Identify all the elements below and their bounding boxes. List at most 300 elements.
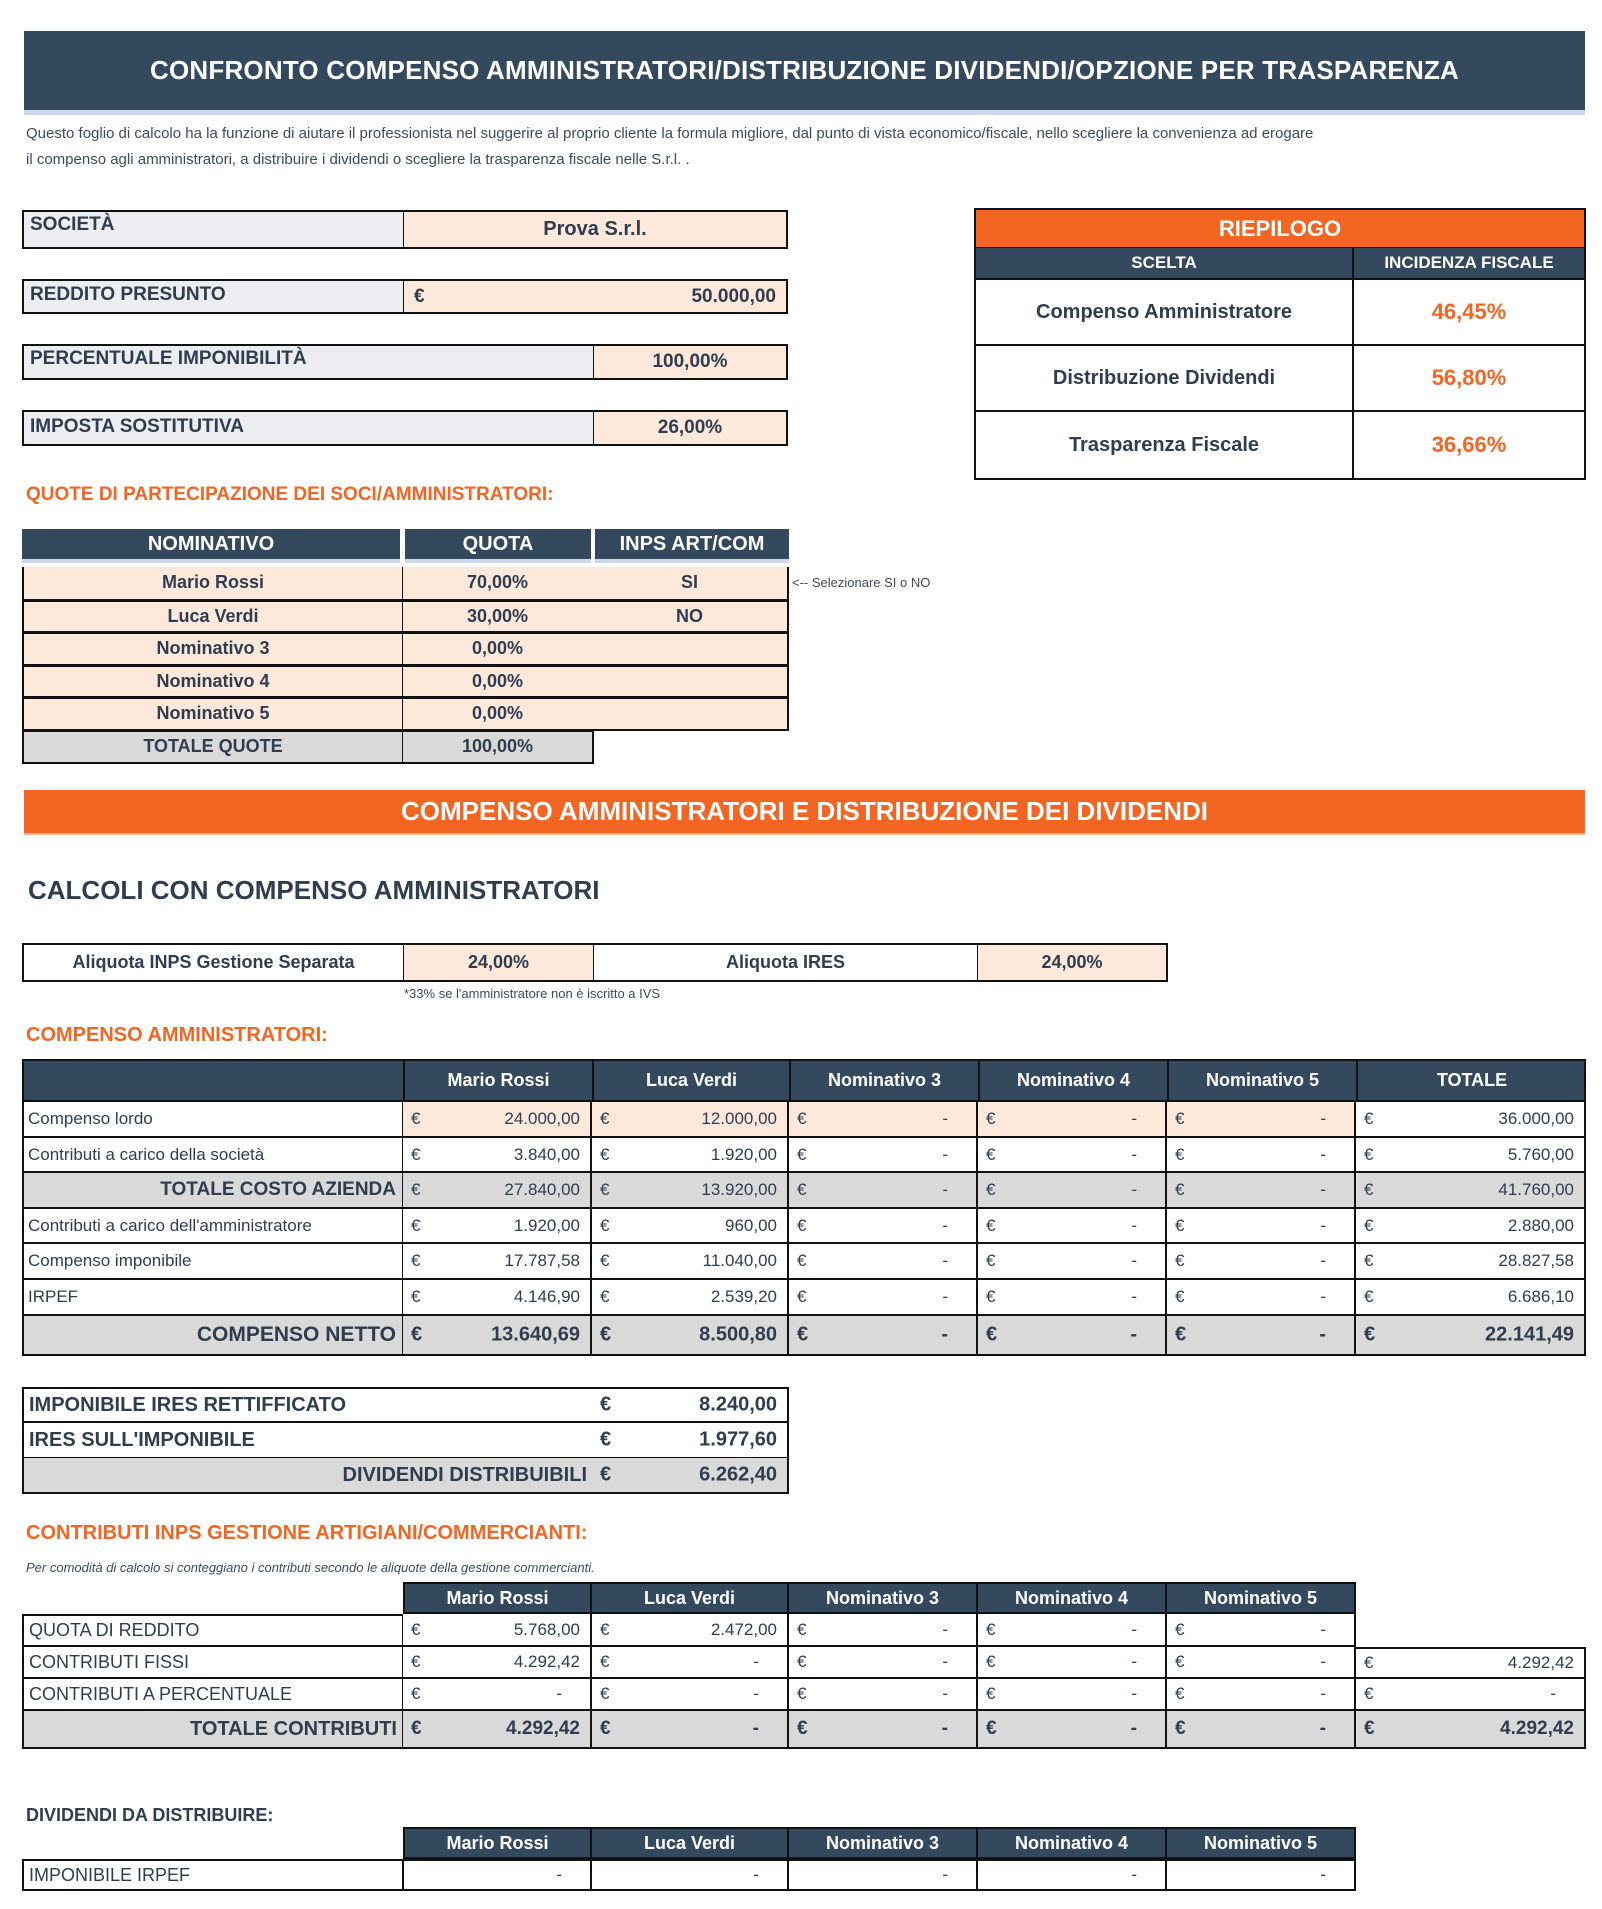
euro-symbol: € (797, 1619, 807, 1639)
quote-row-inps-select[interactable] (592, 697, 789, 731)
contributi-column-header: Nominativo 5 (1167, 1582, 1356, 1614)
compenso-value: - (942, 1287, 948, 1306)
compenso-cell (1167, 1209, 1356, 1244)
contributi-column-header: Luca Verdi (592, 1582, 789, 1614)
reddito-currency: € (414, 286, 425, 307)
contributi-cell (1167, 1647, 1356, 1679)
contributi-value: - (753, 1652, 759, 1671)
contributi-row-label: CONTRIBUTI A PERCENTUALE (22, 1679, 404, 1711)
euro-symbol: € (1175, 1323, 1187, 1346)
riepilogo-title: RIEPILOGO (1218, 215, 1342, 241)
riepilogo-value: 46,45% (1431, 299, 1507, 324)
euro-symbol: € (411, 1718, 422, 1739)
euro-symbol: € (600, 1718, 611, 1739)
quote-row-inps-select[interactable]: NO (592, 600, 789, 634)
ires-row-value-cell (592, 1423, 789, 1459)
euro-symbol: € (600, 1323, 612, 1346)
riepilogo-row-dividendi (976, 346, 1584, 412)
euro-symbol: € (986, 1323, 998, 1346)
section-banner (24, 790, 1585, 835)
compenso-cell (403, 1173, 592, 1209)
euro-symbol: € (1175, 1215, 1185, 1235)
euro-symbol: € (797, 1287, 807, 1306)
euro-symbol: € (600, 1215, 610, 1235)
riepilogo-label: Trasparenza Fiscale (976, 412, 1354, 478)
compenso-value: 960,00 (725, 1215, 777, 1235)
compenso-value: - (1320, 1180, 1326, 1199)
compenso-cell (978, 1244, 1167, 1280)
contributi-value: 4.292,42 (513, 1652, 580, 1671)
euro-symbol: € (600, 1393, 612, 1416)
quote-row-inps-select[interactable] (592, 665, 789, 699)
euro-symbol: € (797, 1251, 807, 1270)
euro-symbol: € (797, 1144, 807, 1164)
ires-value: 1.977,60 (699, 1428, 777, 1451)
imposta-input[interactable] (593, 410, 788, 446)
compenso-value: 36.000,00 (1498, 1109, 1574, 1128)
compenso-value: 27.840,00 (504, 1180, 580, 1199)
dividendi-column-header: Nominativo 4 (978, 1827, 1167, 1859)
quote-header-quota (405, 529, 591, 563)
riepilogo-label: Distribuzione Dividendi (976, 346, 1354, 410)
euro-symbol: € (411, 1144, 421, 1164)
ires-row-value-cell (592, 1458, 789, 1494)
euro-symbol: € (411, 1109, 421, 1128)
contributi-cell (592, 1711, 789, 1749)
compenso-column-header: Nominativo 4 (978, 1059, 1167, 1102)
calcoli-subtitle: CALCOLI CON COMPENSO AMMINISTRATORI (28, 875, 600, 905)
dividendi-cell (789, 1859, 978, 1891)
contributi-value: - (1130, 1718, 1137, 1739)
compenso-value: 13.640,69 (491, 1323, 580, 1346)
compenso-cell (403, 1280, 592, 1316)
description-line-2: il compenso agli amministratori, a distribuire i dividendi o scegliere la trasparenza fiscale nelle S.r.l. . (26, 151, 690, 168)
aliquota-inps-input[interactable] (404, 945, 594, 980)
euro-symbol: € (797, 1109, 807, 1128)
contributi-cell (978, 1679, 1167, 1711)
compenso-cell (789, 1280, 978, 1316)
reddito-value: 50.000,00 (691, 286, 776, 307)
reddito-input[interactable] (403, 279, 788, 314)
quote-row-quota[interactable]: 0,00% (403, 665, 594, 699)
riepilogo-row-trasparenza (976, 412, 1584, 478)
compenso-cell[interactable] (789, 1102, 978, 1138)
compenso-cell (1167, 1138, 1356, 1173)
contributi-cell (1167, 1614, 1356, 1647)
description-line-1: Questo foglio di calcolo ha la funzione di aiutare il professionista nel suggerire al proprio cliente la formula migliore, dal punto di vista economico/fiscale, nello scegliere la convenienza ad erogare (26, 125, 1314, 142)
dividendi-cell (592, 1859, 789, 1891)
euro-symbol: € (600, 1287, 610, 1306)
contributi-total-cell (1356, 1679, 1586, 1711)
contributi-row-label: CONTRIBUTI FISSI (22, 1647, 404, 1679)
aliquota-ires-input[interactable] (978, 945, 1166, 980)
contributi-value: - (752, 1718, 759, 1739)
compenso-cell (978, 1173, 1167, 1209)
riepilogo-row-compenso (976, 280, 1584, 346)
compenso-cell (592, 1138, 789, 1173)
quote-row-quota[interactable]: 0,00% (403, 697, 594, 731)
compenso-value: 17.787,58 (504, 1251, 580, 1270)
euro-symbol: € (1175, 1109, 1185, 1128)
euro-symbol: € (986, 1652, 996, 1671)
contributi-value: - (1320, 1652, 1326, 1671)
quote-row-quota[interactable]: 30,00% (403, 600, 594, 634)
ires-row-label: IMPONIBILE IRES RETTIFFICATO (22, 1387, 594, 1423)
aliquote-row (22, 943, 1168, 982)
euro-symbol: € (1175, 1718, 1186, 1739)
compenso-cell (592, 1209, 789, 1244)
compenso-cell (978, 1138, 1167, 1173)
euro-symbol: € (986, 1619, 996, 1639)
euro-symbol: € (1175, 1144, 1185, 1164)
compenso-value: - (1320, 1109, 1326, 1128)
aliquota-inps-label-text: Aliquota INPS Gestione Separata (72, 952, 355, 972)
compenso-cell (592, 1244, 789, 1280)
euro-symbol: € (797, 1180, 807, 1199)
compenso-cell (403, 1244, 592, 1280)
compenso-cell (403, 1209, 592, 1244)
compenso-cell (789, 1173, 978, 1209)
compenso-cell (1167, 1316, 1356, 1356)
contributi-cell (789, 1614, 978, 1647)
dividendi-cell (978, 1859, 1167, 1891)
contributi-cell (403, 1647, 592, 1679)
euro-symbol: € (986, 1180, 996, 1199)
euro-symbol: € (797, 1215, 807, 1235)
compenso-value: 22.141,49 (1485, 1323, 1574, 1346)
contributi-cell (978, 1647, 1167, 1679)
quote-header-nominativo (22, 529, 400, 563)
euro-symbol: € (986, 1287, 996, 1306)
compenso-cell[interactable] (403, 1102, 592, 1138)
contributi-cell (789, 1711, 978, 1749)
euro-symbol: € (411, 1180, 421, 1199)
quote-row-inps-select[interactable] (592, 632, 789, 666)
reddito-label: REDDITO PRESUNTO (30, 284, 226, 305)
dividendi-value: - (556, 1865, 562, 1884)
euro-symbol: € (411, 1215, 421, 1235)
riepilogo-header-scelta (976, 248, 1354, 280)
contributi-section-title: CONTRIBUTI INPS GESTIONE ARTIGIANI/COMMERCIANTI: (26, 1522, 588, 1544)
compenso-value: 4.146,90 (513, 1287, 580, 1306)
compenso-value: - (1131, 1180, 1137, 1199)
compenso-cell (789, 1244, 978, 1280)
compenso-value: - (942, 1109, 948, 1128)
compenso-row-label: TOTALE COSTO AZIENDA (22, 1173, 404, 1209)
quote-row-inps-select[interactable]: SI (592, 567, 789, 601)
euro-symbol: € (600, 1619, 610, 1639)
euro-symbol: € (1364, 1323, 1376, 1346)
euro-symbol: € (1364, 1215, 1374, 1235)
euro-symbol: € (797, 1323, 809, 1346)
quote-row-name[interactable]: Mario Rossi (22, 567, 404, 601)
quote-header-label: NOMINATIVO (147, 532, 275, 555)
compenso-value: 24.000,00 (504, 1109, 580, 1128)
quote-row-name[interactable]: Nominativo 4 (22, 665, 404, 699)
societa-label: SOCIETÀ (30, 214, 115, 235)
contributi-total-value: - (1550, 1684, 1556, 1703)
contributi-column-header: Mario Rossi (403, 1582, 592, 1614)
contributi-cell (789, 1647, 978, 1679)
euro-symbol: € (986, 1144, 996, 1164)
euro-symbol: € (600, 1652, 610, 1671)
euro-symbol: € (1364, 1251, 1374, 1270)
compenso-value: 1.920,00 (513, 1215, 580, 1235)
compenso-value: - (1320, 1287, 1326, 1306)
compenso-value: - (1319, 1323, 1326, 1346)
percentuale-input[interactable] (593, 344, 788, 380)
compenso-value: - (1131, 1215, 1137, 1235)
main-title: CONFRONTO COMPENSO AMMINISTRATORI/DISTRIBUZIONE DIVIDENDI/OPZIONE PER TRASPARENZA (149, 55, 1460, 85)
contributi-column-header: Nominativo 3 (789, 1582, 978, 1614)
compenso-column-header: Mario Rossi (403, 1059, 592, 1102)
euro-symbol: € (1175, 1180, 1185, 1199)
contributi-value: - (1131, 1684, 1137, 1703)
compenso-cell (978, 1280, 1167, 1316)
euro-symbol: € (411, 1652, 421, 1671)
euro-symbol: € (600, 1144, 610, 1164)
contributi-row-label: TOTALE CONTRIBUTI (22, 1711, 404, 1749)
compenso-cell (978, 1209, 1167, 1244)
compenso-value: - (942, 1215, 948, 1235)
dividendi-value: - (1131, 1865, 1137, 1884)
compenso-cell (1167, 1173, 1356, 1209)
euro-symbol: € (986, 1109, 996, 1128)
dividendi-column-header: Luca Verdi (592, 1827, 789, 1859)
euro-symbol: € (411, 1684, 421, 1703)
contributi-value: - (1131, 1652, 1137, 1671)
societa-value: Prova S.r.l. (543, 218, 647, 240)
compenso-value: - (942, 1251, 948, 1270)
contributi-value: 4.292,42 (506, 1718, 580, 1739)
contributi-total-cell (1356, 1711, 1586, 1749)
imposta-label-cell (22, 410, 594, 446)
quote-section-title: QUOTE DI PARTECIPAZIONE DEI SOCI/AMMINISTRATORI: (26, 484, 554, 505)
contributi-cell (403, 1614, 592, 1647)
contributi-note: Per comodità di calcolo si conteggiano i contributi secondo le aliquote della gestione commercianti. (26, 1560, 595, 1575)
ires-value: 8.240,00 (699, 1393, 777, 1416)
euro-symbol: € (986, 1684, 996, 1703)
compenso-cell (789, 1316, 978, 1356)
compenso-value: 5.760,00 (1507, 1144, 1574, 1164)
compenso-cell (1356, 1244, 1586, 1280)
contributi-value: - (941, 1718, 948, 1739)
compenso-value: 12.000,00 (701, 1109, 777, 1128)
percentuale-label: PERCENTUALE IMPONIBILITÀ (30, 348, 307, 369)
euro-symbol: € (600, 1109, 610, 1128)
euro-symbol: € (1364, 1287, 1374, 1306)
section-banner-title: COMPENSO AMMINISTRATORI E DISTRIBUZIONE DEI DIVIDENDI (400, 796, 1208, 826)
riepilogo-col-scelta: SCELTA (1131, 253, 1197, 272)
compenso-cell (1356, 1138, 1586, 1173)
euro-symbol: € (1364, 1718, 1375, 1739)
contributi-cell (978, 1614, 1167, 1647)
euro-symbol: € (797, 1718, 808, 1739)
aliquota-ires-label (594, 945, 978, 980)
contributi-value: - (1320, 1684, 1326, 1703)
ires-row-label: DIVIDENDI DISTRIBUIBILI (22, 1458, 594, 1494)
contributi-value: - (942, 1652, 948, 1671)
compenso-cell (592, 1316, 789, 1356)
contributi-value: 5.768,00 (513, 1619, 580, 1639)
compenso-value: 3.840,00 (513, 1144, 580, 1164)
ires-value: 6.262,40 (699, 1463, 777, 1486)
compenso-column-header: Nominativo 5 (1167, 1059, 1356, 1102)
contributi-total-value: 4.292,42 (1507, 1653, 1574, 1672)
contributi-cell (592, 1679, 789, 1711)
euro-symbol: € (600, 1180, 610, 1199)
riepilogo-col-incidenza: INCIDENZA FISCALE (1384, 253, 1554, 272)
compenso-cell (403, 1138, 592, 1173)
compenso-row-label: COMPENSO NETTO (22, 1316, 404, 1356)
compenso-cell[interactable] (592, 1102, 789, 1138)
euro-symbol: € (986, 1718, 997, 1739)
contributi-value: - (942, 1684, 948, 1703)
quote-header-inps (595, 529, 789, 563)
dividendi-value: - (1320, 1865, 1326, 1884)
compenso-cell[interactable] (1167, 1102, 1356, 1138)
compenso-value: - (1320, 1251, 1326, 1270)
societa-input[interactable] (403, 210, 788, 249)
compenso-value: - (1131, 1109, 1137, 1128)
compenso-row-label: Contributi a carico dell'amministratore (22, 1209, 404, 1244)
compenso-value: 6.686,10 (1507, 1287, 1574, 1306)
dividendi-column-header: Nominativo 5 (1167, 1827, 1356, 1859)
compenso-cell (1356, 1102, 1586, 1138)
main-title-banner (24, 31, 1585, 115)
compenso-row-label: Compenso imponibile (22, 1244, 404, 1280)
quote-row-name[interactable]: Nominativo 3 (22, 632, 404, 666)
compenso-value: - (1131, 1251, 1137, 1270)
compenso-section-title: COMPENSO AMMINISTRATORI: (26, 1024, 328, 1046)
riepilogo-header-incidenza (1354, 248, 1584, 280)
riepilogo-value: 36,66% (1431, 432, 1507, 457)
compenso-cell (789, 1209, 978, 1244)
euro-symbol: € (797, 1652, 807, 1671)
contributi-value: - (556, 1684, 562, 1703)
compenso-value: 13.920,00 (701, 1180, 777, 1199)
euro-symbol: € (986, 1215, 996, 1235)
compenso-cell (978, 1316, 1167, 1356)
compenso-value: - (941, 1323, 948, 1346)
compenso-cell (1356, 1316, 1586, 1356)
contributi-cell (1167, 1679, 1356, 1711)
quote-header-label: QUOTA (462, 532, 534, 555)
contributi-row-label: QUOTA DI REDDITO (22, 1614, 404, 1647)
contributi-cell (978, 1711, 1167, 1749)
compenso-column-header: Luca Verdi (592, 1059, 789, 1102)
quote-header-label: INPS ART/COM (619, 532, 765, 555)
quote-row-quota[interactable]: 70,00% (403, 567, 594, 601)
euro-symbol: € (600, 1463, 612, 1486)
dividendi-column-header: Nominativo 3 (789, 1827, 978, 1859)
compenso-value: - (1131, 1287, 1137, 1306)
riepilogo-table (974, 208, 1586, 480)
contributi-cell (403, 1711, 592, 1749)
euro-symbol: € (1364, 1144, 1374, 1164)
quote-row-name[interactable]: Luca Verdi (22, 600, 404, 634)
contributi-cell (789, 1679, 978, 1711)
contributi-column-header: Nominativo 4 (978, 1582, 1167, 1614)
dividendi-value: - (942, 1865, 948, 1884)
compenso-value: - (1320, 1144, 1326, 1164)
dividendi-section-title: DIVIDENDI DA DISTRIBUIRE: (26, 1805, 274, 1825)
compenso-value: 11.040,00 (702, 1251, 777, 1270)
quote-hint: <-- Selezionare SI o NO (792, 575, 931, 590)
euro-symbol: € (1364, 1180, 1374, 1199)
aliquota-note: *33% se l'amministratore non è iscritto a IVS (404, 986, 661, 1001)
compenso-cell (592, 1280, 789, 1316)
imposta-label: IMPOSTA SOSTITUTIVA (30, 416, 244, 437)
compenso-value: 8.500,80 (699, 1323, 777, 1346)
compenso-value: - (942, 1180, 948, 1199)
ires-row-value-cell (592, 1387, 789, 1423)
compenso-value: - (1320, 1215, 1326, 1235)
compenso-value: 28.827,58 (1498, 1251, 1574, 1270)
dividendi-value: - (753, 1865, 759, 1884)
compenso-value: - (1131, 1144, 1137, 1164)
compenso-cell[interactable] (978, 1102, 1167, 1138)
contributi-value: - (1320, 1619, 1326, 1639)
compenso-column-header: TOTALE (1356, 1059, 1586, 1102)
contributi-cell (403, 1679, 592, 1711)
euro-symbol: € (411, 1251, 421, 1270)
aliquota-ires-value: 24,00% (1041, 952, 1103, 972)
societa-label-cell (22, 210, 404, 249)
ires-row-label: IRES SULL'IMPONIBILE (22, 1423, 594, 1459)
euro-symbol: € (1364, 1109, 1374, 1128)
aliquota-inps-value: 24,00% (467, 952, 530, 972)
euro-symbol: € (1175, 1684, 1185, 1703)
euro-symbol: € (600, 1684, 610, 1703)
compenso-cell (403, 1316, 592, 1356)
dividendi-cell (1167, 1859, 1356, 1891)
contributi-value: 2.472,00 (710, 1619, 777, 1639)
euro-symbol: € (1175, 1251, 1185, 1270)
compenso-row-label: Contributi a carico della società (22, 1138, 404, 1173)
contributi-cell (592, 1647, 789, 1679)
contributi-total-value: 4.292,42 (1500, 1718, 1574, 1739)
compenso-row-label: IRPEF (22, 1280, 404, 1316)
euro-symbol: € (600, 1428, 612, 1451)
euro-symbol: € (411, 1287, 421, 1306)
dividendi-cell (403, 1859, 592, 1891)
compenso-value: 1.920,00 (710, 1144, 777, 1164)
euro-symbol: € (1175, 1287, 1185, 1306)
contributi-value: - (1131, 1619, 1137, 1639)
compenso-cell (1356, 1209, 1586, 1244)
compenso-value: 2.539,20 (710, 1287, 777, 1306)
percentuale-label-cell (22, 344, 594, 380)
quote-total-label: TOTALE QUOTE (22, 730, 404, 765)
compenso-value: - (1130, 1323, 1137, 1346)
compenso-cell (1356, 1280, 1586, 1316)
dividendi-row-label: IMPONIBILE IRPEF (22, 1859, 404, 1891)
euro-symbol: € (1175, 1619, 1185, 1639)
percentuale-value: 100,00% (652, 351, 728, 372)
contributi-total-cell (1356, 1647, 1586, 1679)
contributi-value: - (942, 1619, 948, 1639)
compenso-cell (789, 1138, 978, 1173)
compenso-cell (1167, 1280, 1356, 1316)
quote-row-name[interactable]: Nominativo 5 (22, 697, 404, 731)
quote-row-quota[interactable]: 0,00% (403, 632, 594, 666)
compenso-cell (1167, 1244, 1356, 1280)
compenso-cell (1356, 1173, 1586, 1209)
compenso-value: 41.760,00 (1498, 1180, 1574, 1199)
riepilogo-value: 56,80% (1431, 365, 1507, 390)
euro-symbol: € (1364, 1684, 1374, 1703)
